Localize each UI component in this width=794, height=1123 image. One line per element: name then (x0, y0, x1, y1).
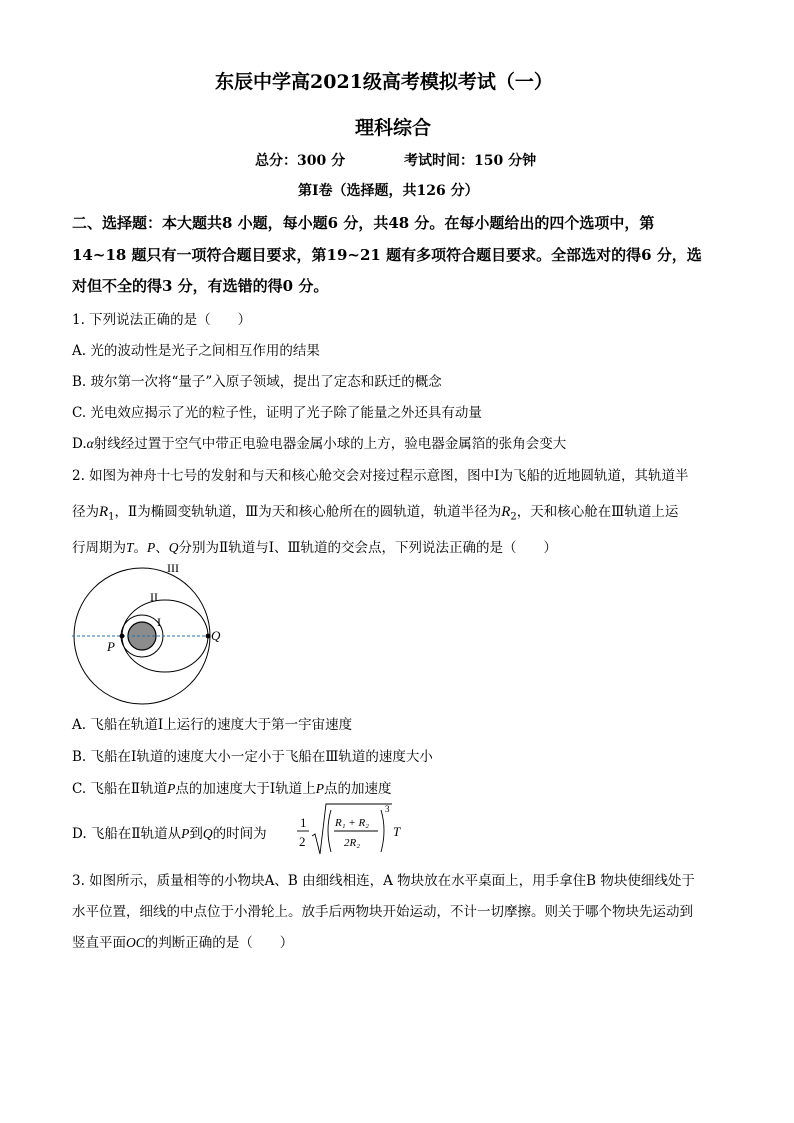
label-iii: III (167, 561, 179, 575)
q2-option-c-text: 点的加速度大于Ⅰ轨道上 (175, 781, 316, 797)
q2-text: 径为 (72, 504, 99, 520)
q3-stem-line-2: 水平位置，细线的中点位于小滑轮上。放手后两物块开始运动，不计一切摩擦。则关于哪个物块先运动到 (72, 904, 693, 920)
label-ii: II (150, 590, 158, 604)
point-p-dot (120, 634, 125, 639)
left-paren (328, 810, 331, 852)
q2-text: ，Ⅱ为椭圆变轨轨道，Ⅲ为天和核心舱所在的圆轨道，轨道半径为 (114, 504, 502, 520)
label-i: I (157, 615, 161, 629)
symbol-q: Q (168, 540, 179, 555)
instructions-line-2: 14~18 题只有一项符合题目要求，第19~21 题有多项符合题目要求。全部选对的得6 分，选 (72, 246, 702, 264)
exam-time: 考试时间：150 分钟 (404, 153, 537, 169)
q2-option-d-text: D. 飞船在Ⅱ轨道从 (72, 826, 182, 842)
q1-option-c: C. 光电效应揭示了光的粒子性，证明了光子除了能量之外还具有动量 (72, 405, 482, 421)
q2-stem-line-2 (72, 500, 678, 523)
q2-option-b: B. 飞船在Ⅰ轨道的速度大小一定小于飞船在Ⅲ轨道的速度大小 (72, 749, 433, 765)
symbol-p: P (181, 826, 190, 841)
q3-stem-line-3 (72, 931, 293, 951)
q2-text: ，天和核心舱在Ⅲ轨道上运 (516, 504, 679, 520)
period-formula (294, 800, 404, 862)
symbol-r2-sub: 2 (510, 511, 517, 523)
symbol-r2: R (501, 504, 511, 520)
q1-option-a: A. 光的波动性是光子之间相互作用的结果 (72, 343, 320, 359)
symbol-q: Q (202, 826, 213, 841)
section-title: 第Ⅰ卷（选择题，共126 分） (298, 183, 479, 199)
formula-top: R₁ + R₂ (335, 817, 370, 829)
instructions-line-3: 对但不全的得3 分，有选错的得0 分。 (72, 277, 329, 295)
symbol-p: P (315, 781, 324, 796)
symbol-p: P (167, 781, 176, 796)
label-p: P (107, 639, 115, 654)
formula-bottom: 2R₂ (344, 837, 361, 849)
instructions-line-1: 二、选择题：本大题共8 小题，每小题6 分，共48 分。在每小题给出的四个选项中，第 (72, 214, 655, 232)
q1-stem: 1. 下列说法正确的是（ ） (72, 312, 252, 328)
q2-stem-line-1: 2. 如图为神舟十七号的发射和与天和核心舱交会对接过程示意图，图中Ⅰ为飞船的近地圆轨道，其轨道半 (72, 468, 689, 484)
point-q-dot (206, 634, 211, 639)
fraction-numerator: 1 (300, 815, 307, 830)
q2-text: 、 (155, 540, 169, 556)
alpha-symbol: α (86, 436, 94, 451)
symbol-r1-sub: 1 (108, 511, 115, 523)
q3-text: 竖直平面 (72, 935, 126, 951)
q2-text: 行周期为 (72, 540, 126, 556)
q2-option-d-text: 的时间为 (212, 826, 267, 842)
q2-option-d (72, 822, 267, 842)
q2-option-c (72, 777, 391, 797)
q2-text: 分别为Ⅱ轨道与Ⅰ、Ⅲ轨道的交会点，下列说法正确的是（ ） (178, 540, 558, 556)
symbol-p: P (147, 540, 156, 555)
exponent: 3 (385, 804, 390, 814)
symbol-oc: OC (126, 935, 145, 950)
right-paren (381, 810, 384, 852)
symbol-r1: R (99, 504, 109, 520)
q2-option-c-text: C. 飞船在Ⅱ轨道 (72, 781, 168, 797)
q2-option-d-text: 到 (189, 826, 203, 842)
q3-stem-line-1: 3. 如图所示，质量相等的小物块A、B 由细线相连，A 物块放在水平桌面上，用手拿住B 物块使细线处于 (72, 873, 695, 889)
q1-option-b: B. 玻尔第一次将“量子”入原子领域，提出了定态和跃迁的概念 (72, 374, 442, 390)
q3-text: 的判断正确的是（ ） (144, 935, 294, 951)
fraction-denominator: 2 (299, 834, 306, 849)
exam-title: 东辰中学高2021级高考模拟考试（一） (215, 71, 553, 93)
subject-title: 理科综合 (355, 117, 432, 139)
q2-option-a: A. 飞船在轨道Ⅰ上运行的速度大于第一宇宙速度 (72, 717, 353, 733)
q1-option-d (72, 432, 566, 452)
q2-option-c-text: 点的加速度 (323, 781, 392, 797)
q2-stem-line-3 (72, 536, 557, 556)
q1-option-d-text: 射线经过置于空气中带正电验电器金属小球的上方，验电器金属箔的张角会变大 (93, 436, 567, 452)
orbit-diagram (60, 556, 240, 708)
q1-option-d-prefix: D. (72, 436, 87, 452)
symbol-t: T (126, 540, 134, 555)
symbol-t: T (393, 824, 401, 839)
label-q: Q (211, 628, 221, 643)
total-score: 总分：300 分 (255, 153, 346, 169)
q2-text: 。 (133, 540, 148, 556)
